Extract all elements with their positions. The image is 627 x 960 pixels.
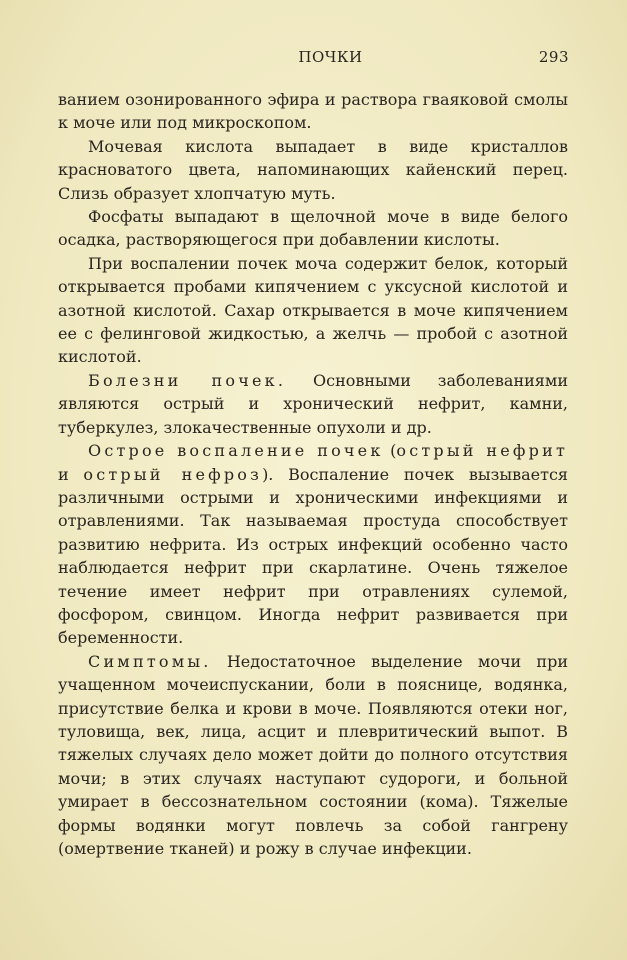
paragraph-continuation: ванием озонированного эфира и раствора гваяковой смолы к моче или под микроскопом. — [58, 90, 568, 133]
section-heading-symptoms: Симптомы. — [88, 651, 212, 671]
paragraph-symptoms — [58, 650, 568, 861]
body-text — [58, 88, 568, 860]
paragraph-acute-nephritis — [58, 439, 568, 650]
running-title: ПОЧКИ — [298, 48, 363, 66]
paragraph-text: ( — [383, 441, 397, 461]
paragraph-text: и — [58, 464, 84, 484]
page-header — [92, 48, 569, 72]
paragraph-phosphates: Фосфаты выпадают в щелочной моче в виде белого осадка, растворяющегося при добавлении кислоты. — [58, 207, 568, 250]
paragraph-uric-acid: Мочевая кислота выпадает в виде кристаллов красноватого цвета, напоминающих кайенский перец. Слизь образует хлопчатую муть. — [58, 136, 568, 203]
page-number: 293 — [538, 48, 569, 66]
paragraph-text: Основными заболеваниями являются острый и хронический нефрит, камни, туберкулез, злокачественные опухоли и др. — [58, 370, 568, 437]
section-heading-acute-inflammation: Острое воспаление почек — [88, 441, 384, 461]
paragraph-text: Недостаточное выделение мочи при учащенном мочеиспускании, боли в пояснице, водянка, присутствие белка и крови в моче. Появляются отеки ног, туловища, век, лица, асцит и плевритический выпот. В тяжелых случаях дело может дойти до полного отсутствия мочи; в этих случаях наступают судороги, и больной умирает в бессознательном состоянии (кома). Тяжелые формы водянки могут повлечь за собой гангрену (омертвение тканей) и рожу в случае инфекции. — [58, 651, 568, 858]
paragraph-kidney-diseases — [58, 369, 568, 439]
term-acute-nephritis: острый нефрит — [396, 441, 569, 461]
paragraph-protein-tests: При воспалении почек моча содержит белок, который открывается пробами кипячением с уксусной кислотой и азотной кислотой. Сахар открывается в моче кипячением ее с фелинговой жидкостью, а желчь — пробой с азотной кислотой. — [58, 253, 568, 367]
section-heading-kidney-diseases: Болезни почек. — [88, 370, 287, 390]
paragraph-text: ). Воспаление почек вызывается различными острыми и хроническими инфекциями и отравлениями. Так называемая простуда способствует развитию нефрита. Из острых инфекций особенно часто наблюдается нефрит при скарлатине. Очень тяжелое течение имеет нефрит при отравлениях сулемой, фосфором, свинцом. Иногда нефрит развивается при беременности. — [58, 464, 569, 648]
term-acute-nephrosis: острый нефроз — [83, 464, 263, 484]
